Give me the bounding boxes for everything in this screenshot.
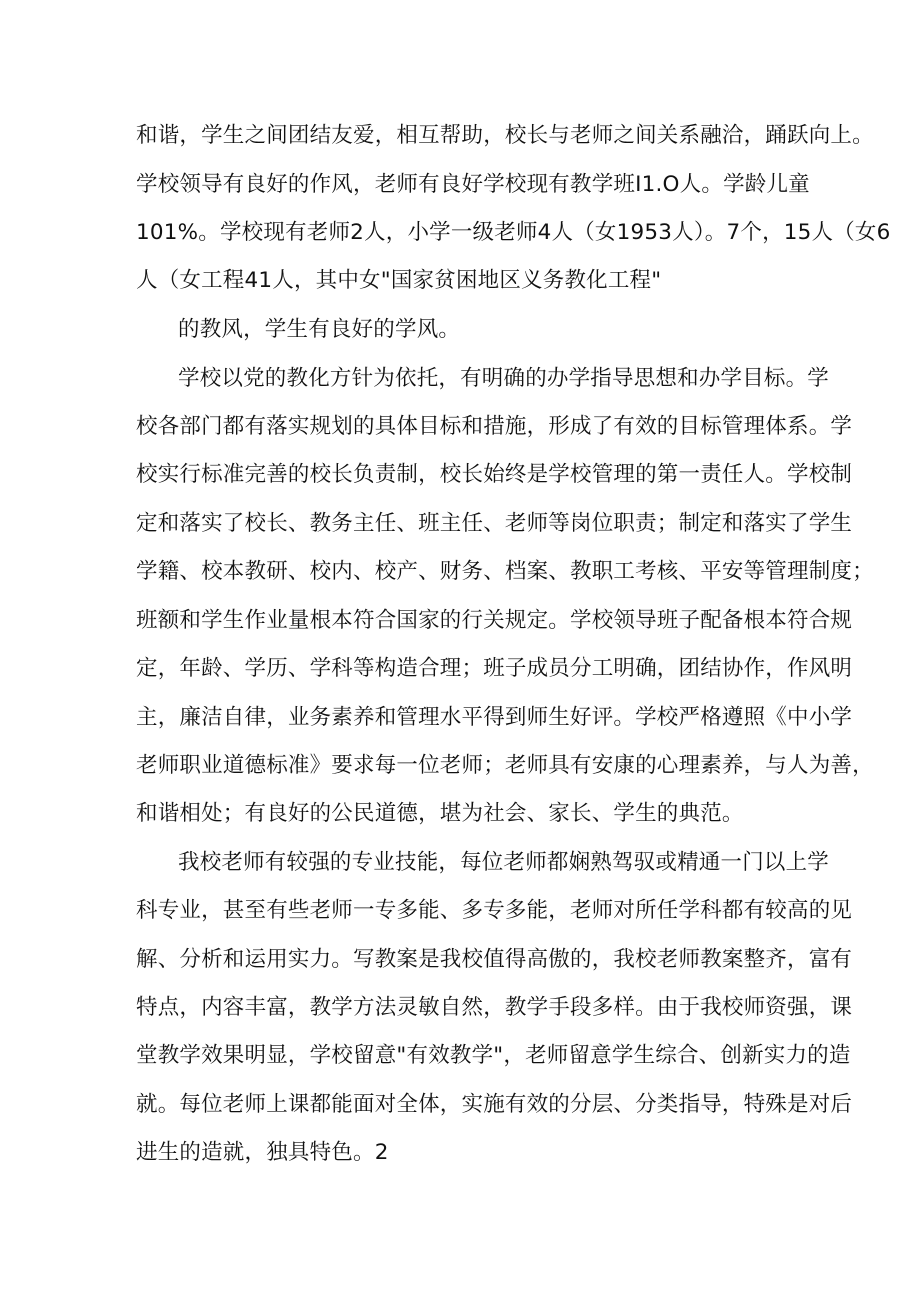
text-line: 和谐，学生之间团结友爱，相互帮助，校长与老师之间关系融洽，踊跃向上。 <box>136 123 874 148</box>
text-line: 人（女工程41人，其中女"国家贫困地区义务教化工程" <box>136 268 662 293</box>
text-line: 校实行标准完善的校长负责制，校长始终是学校管理的第一责任人。学校制 <box>136 462 853 487</box>
text-line: 校各部门都有落实规划的具体目标和措施，形成了有效的目标管理体系。学 <box>136 414 853 439</box>
text-line: 特点，内容丰富，教学方法灵敏自然，教学手段多样。由于我校师资强，课 <box>136 995 853 1020</box>
text-line: 定，年龄、学历、学科等构造合理；班子成员分工明确，团结协作，作风明 <box>136 656 853 681</box>
text-line: 老师职业道德标准》要求每一位老师；老师具有安康的心理素养，与人为善， <box>136 753 874 778</box>
text-line: 堂教学效果明显，学校留意"有效教学"，老师留意学生综合、创新实力的造 <box>136 1043 851 1068</box>
text-line: 解、分析和运用实力。写教案是我校值得高傲的，我校老师教案整齐，富有 <box>136 947 853 972</box>
text-line: 101%。学校现有老师2人，小学一级老师4人（女1953人）。7个，15人（女6 <box>136 220 891 245</box>
text-line: 科专业，甚至有些老师一专多能、多专多能，老师对所任学科都有较高的见 <box>136 898 853 923</box>
text-line: 学籍、校本教研、校内、校产、财务、档案、教职工考核、平安等管理制度； <box>136 559 874 584</box>
text-line: 的教风，学生有良好的学风。 <box>178 317 461 342</box>
paragraph-start-line: 学校以党的教化方针为依托，有明确的办学指导思想和办学目标。学 <box>178 366 830 391</box>
text-line: 就。每位老师上课都能面对全体，实施有效的分层、分类指导，特殊是对后 <box>136 1092 853 1117</box>
text-line: 主，廉洁自律，业务素养和管理水平得到师生好评。学校严格遵照《中小学 <box>136 705 853 730</box>
text-line: 进生的造就，独具特色。2 <box>136 1140 389 1165</box>
text-line: 和谐相处；有良好的公民道德，堪为社会、家长、学生的典范。 <box>136 801 744 826</box>
paragraph-start-line: 我校老师有较强的专业技能，每位老师都娴熟驾驭或精通一门以上学 <box>178 850 830 875</box>
text-line: 班额和学生作业量根本符合国家的行关规定。学校领导班子配备根本符合规 <box>136 608 853 633</box>
text-line: 学校领导有良好的作风，老师有良好学校现有教学班I1.O人。学龄儿童 <box>136 172 810 197</box>
text-line: 定和落实了校长、教务主任、班主任、老师等岗位职责；制定和落实了学生 <box>136 511 853 536</box>
